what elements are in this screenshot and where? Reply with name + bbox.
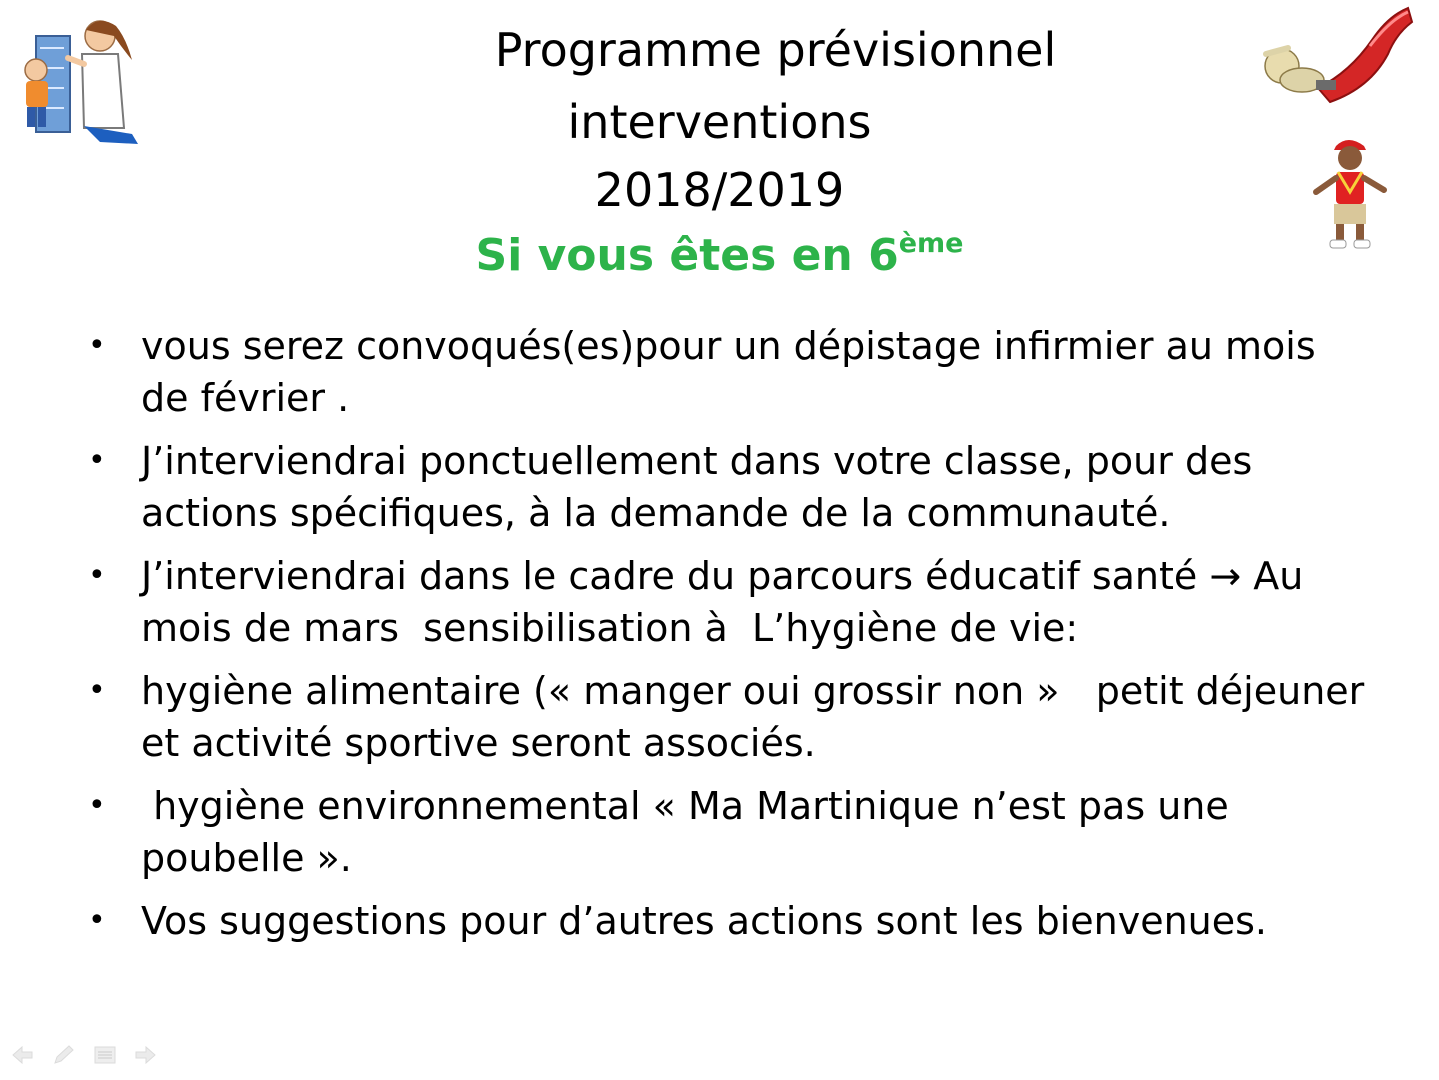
previous-arrow-icon[interactable] xyxy=(10,1042,36,1068)
bullet-dot: • xyxy=(88,673,106,708)
title-line-2: interventions xyxy=(567,95,872,149)
subtitle-superscript: ème xyxy=(898,228,964,260)
subtitle-text: Si vous êtes en 6 xyxy=(475,230,899,281)
bullet-list xyxy=(80,320,1377,958)
title-line-1: Programme prévisionnel xyxy=(494,23,1057,77)
bullet-dot: • xyxy=(88,328,106,363)
bullet-dot: • xyxy=(88,788,106,823)
slideshow-nav xyxy=(10,1042,160,1068)
bullet-item xyxy=(80,895,1370,947)
bullet-item xyxy=(80,665,1377,769)
title-line-3: 2018/2019 xyxy=(594,163,845,217)
bullet-item xyxy=(80,435,1370,539)
bullet-dot: • xyxy=(88,903,106,938)
pen-icon[interactable] xyxy=(50,1042,76,1068)
subtitle xyxy=(0,226,1439,286)
bullet-text: J’interviendrai dans le cadre du parcours éducatif santé → Au mois de mars sensibilisation à L’hygiène de vie: xyxy=(141,554,1316,650)
bullet-text: hygiène alimentaire (« manger oui grossir non » petit déjeuner et activité sportive seront associés. xyxy=(141,669,1377,765)
bullet-text: J’interviendrai ponctuellement dans votre classe, pour des actions spécifiques, à la demande de la communauté. xyxy=(141,439,1265,535)
bullet-item xyxy=(80,320,1370,424)
bullet-text: vous serez convoqués(es)pour un dépistage infirmier au mois de février . xyxy=(141,324,1328,420)
bullet-dot: • xyxy=(88,558,106,593)
next-arrow-icon[interactable] xyxy=(132,1042,158,1068)
bullet-text: hygiène environnemental « Ma Martinique n’est pas une poubelle ». xyxy=(141,784,1241,880)
menu-icon[interactable] xyxy=(92,1042,118,1068)
bullet-item xyxy=(80,550,1370,654)
bullet-dot: • xyxy=(88,443,106,478)
bullet-item xyxy=(80,780,1370,884)
bullet-text: Vos suggestions pour d’autres actions sont les bienvenues. xyxy=(141,899,1268,943)
